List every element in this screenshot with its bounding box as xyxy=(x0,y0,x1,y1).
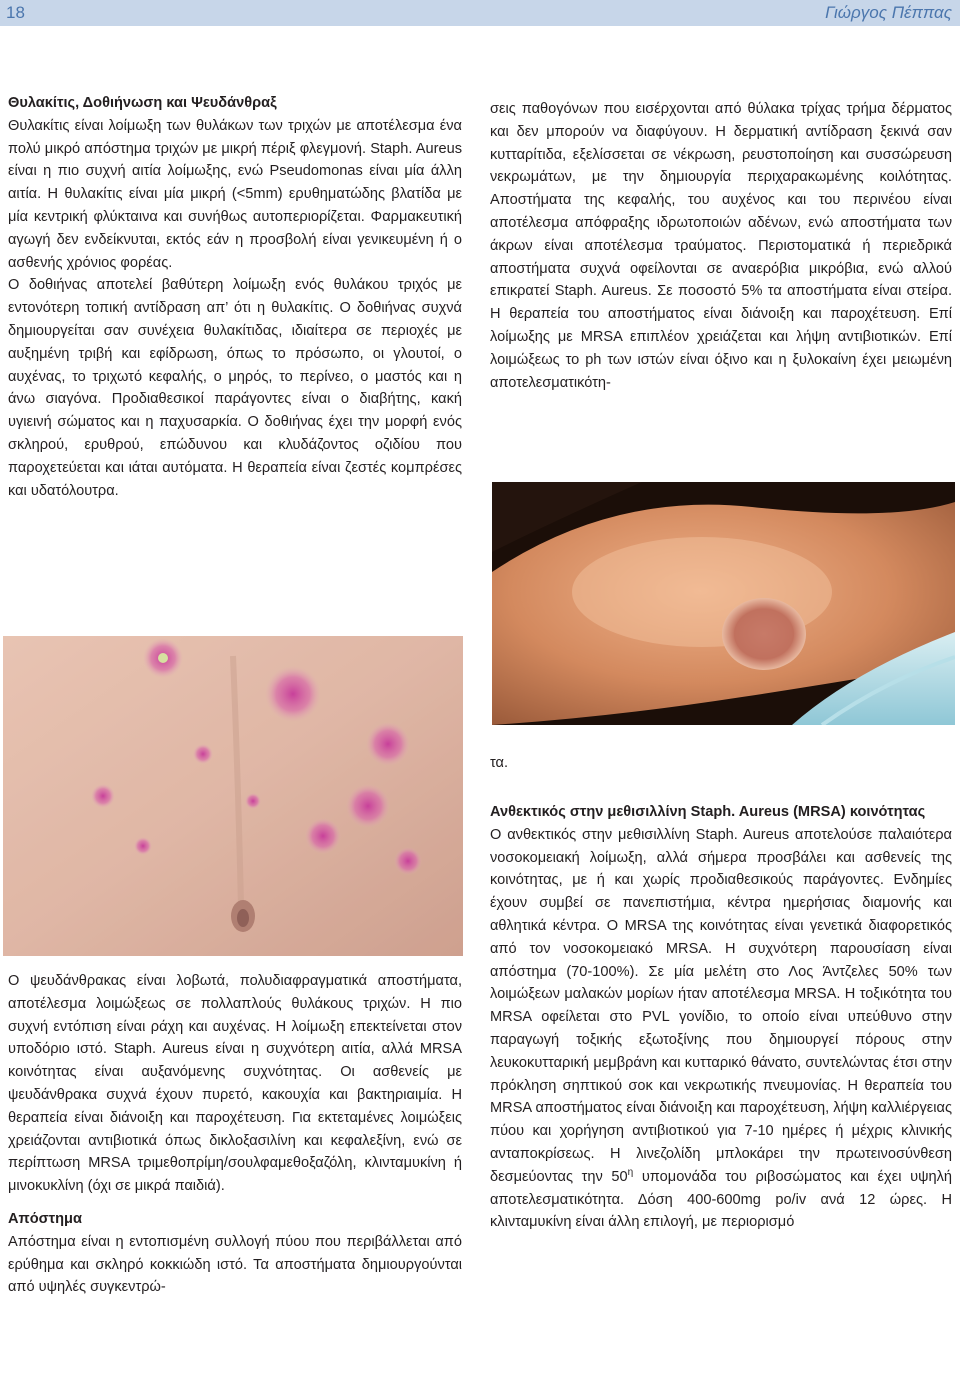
right-column-top xyxy=(490,98,952,394)
left-column-top xyxy=(8,92,462,502)
paragraph-folliculitis: Θυλακίτις είναι λοίμωξη των θυλάκων των τριχών με αποτέλεσμα ένα πολύ μικρό απόστημα τριχών με μικρή πέριξ φλεγμονή. Staph. Aureus είναι η πιο συχνή αιτία λοίμωξης, ενώ Pseudomonas είναι μία άλλη αιτία. Η θυλακίτις είναι μία μικρή (<5mm) ερυθηματώδης βλατίδα με μία κεντρική φλύκταινα και συνήθως αυτοπεριορίζεται. Φαρμακευτική αγωγή δεν ενδείκνυται, εκτός εάν η προσβολή είναι γενικευμένη ή ο ασθενής χρόνιος φορέας. xyxy=(8,117,462,271)
paragraph-mrsa-part2: υπομονάδα του ριβοσώματος και έχει υψηλή αποτελεσματικότητα. Δόση 400-600mg po/iv ανά 12 ώρες. Η κλινταμυκίνη είναι άλλη επιλογή, με περιορισμό xyxy=(490,1168,952,1231)
running-head-author: Γιώργος Πέππας xyxy=(825,3,952,22)
left-column-bottom xyxy=(8,970,462,1299)
furuncle-photo xyxy=(492,482,955,725)
paragraph-carbuncle: Ο ψευδάνθρακας είναι λοβωτά, πολυδιαφραγματικά αποστήματα, αποτέλεσμα λοιμώξεως σε πολλαπλούς θυλάκους τριχών. Η πιο συχνή εντόπιση είναι ράχη και αυχένας. Η λοίμωξη επεκτείνεται στον υποδόριο ιστό. Staph. Aureus είναι η συχνότερη αιτία, αλλά MRSA κοινότητας είναι αυξανόμενης συχνότητας. Οι ασθενείς με ψευδάνθρακα συχνά έχουν πυρετό, κακουχία και βακτηριαιμία. Η θεραπεία είναι διάνοιξη και παροχέτευση. Για εκτεταμένες λοιμώξεις χρειάζονται αντιβιοτικά όπως δικλοξασιλίνη και κεφαλεξίνη, ενώ σε περίπτωση MRSA τριμεθοπρίμη/σουλφαμεθοξαζόλη, κλινταμυκίνη ή μινοκυκλίνη (όχι σε μικρά παιδιά). xyxy=(8,973,462,1195)
running-header xyxy=(0,0,960,26)
text-continuation-fragment: τα. xyxy=(490,755,509,771)
right-column-bottom xyxy=(490,801,952,1234)
torso-folliculitis-photo xyxy=(3,636,463,956)
page-number: 18 xyxy=(6,3,25,22)
paragraph-mrsa xyxy=(490,824,952,1234)
superscript-eta: η xyxy=(627,1166,634,1178)
paragraph-abscess-continued: σεις παθογόνων που εισέρχονται από θύλακα τρίχας τρήμα δέρματος και δεν μπορούν να διαφύγουν. Η δερματική αντίδραση ξεκινά σαν κυτταρίτιδα, εξελίσσεται σε νέκρωση, ρευστοποίηση και συσσώρευση νεκρωμάτων, με την δημιουργία περιχαρακωμένης κοιλότητας. Αποστήματα της κεφαλής, του αυχένος και του περινέου είναι αποτέλεσμα απόφραξης ιδρωτοποιών αδένων, ενώ αποστήματα των άκρων είναι αποτέλεσμα τραύματος. Περιστοματικά ή περιεδρικά αποστήματα συχνά οφείλονται σε αναερόβια μικρόβια, ενώ αλλού επικρατεί Staph. Aureus. Σε ποσοστό 5% τα αποστήματα είναι στείρα. Η θεραπεία του αποστήματος είναι διάνοιξη και παροχέτευση. Επί λοίμωξης με MRSA επιπλέον χρειάζεται και λήψη αντιβιοτικών. Επί λοιμώξεως το ph των ιστών είναι όξινο και η ξυλοκαίνη έχει μειωμένη αποτελεσματικότη- xyxy=(490,101,952,391)
paragraph-furuncle: Ο δοθιήνας αποτελεί βαθύτερη λοίμωξη ενός θυλάκου τριχός με εντονότερη τοπική αντίδραση απ’ ότι η θυλακίτις. Ο δοθιήνας συχνά δημιουργείται σαν συνέχεια θυλακίτιδας, ιδιαίτερα σε περιοχές με αυξημένη τριβή και εφίδρωση, όπως το πρόσωπο, οι γλουτοί, ο αυχένας, το τριχωτό κεφαλής, ο μηρός, το περίνεο, ο μαστός και η άνω σιαγόνα. Προδιαθεσικοί παράγοντες είναι ο διαβήτης, κακή υγιεινή σώματος και η παχυσαρκία. Ο δοθιήνας έχει την μορφή ενός σκληρού, ερυθρού, επώδυνου και κλυδάζοντος οζιδίου που παροχετεύεται και ιάται αυτόματα. Η θεραπεία είναι ζεστές κομπρέσες και υδατόλουτρα. xyxy=(8,277,462,499)
section-heading-mrsa: Ανθεκτικός στην μεθισιλλίνη Staph. Aureus (MRSA) κοινότητας xyxy=(490,804,926,820)
torso-image xyxy=(3,636,463,956)
paragraph-mrsa-part1: Ο ανθεκτικός στην μεθισιλλίνη Staph. Aureus αποτελούσε παλαιότερα νοσοκομειακή λοίμωξη, αλλά σήμερα προσβάλει και ασθενείς της κοινότητας, με ή και χωρίς προδιαθεσικούς παράγοντες. Ενδημίες έχουν συμβεί σε πανεπιστήμια, κέντρα ημερήσιας διαμονής και αθλητικά κέντρα. Ο MRSA της κοινότητας είναι γενετικά διαφορετικός από τον νοσοκομειακό MRSA. Η συχνότερη παρουσίαση είναι απόστημα (70-100%). Σε μία μελέτη στο Λος Άντζελες 50% των λοιμώξεων μαλακών μορίων ήταν αποτέλεσμα MRSA. Η τοξικότητα του MRSA οφείλεται στο PVL γονίδιο, το οποίο είναι υπεύθυνο στην παραγωγή τοξικής εξωτοξίνης που δημιουργεί πόρους στην λευκοκυτταρική μεμβράνη και κυτταρικό θάνατο, συντελώντας έτσι στην πρόκληση σηπτικού σοκ και νεκρωτικής πνευμονίας. Η θεραπεία του MRSA αποστήματος είναι διάνοιξη και παροχέτευση, λήψη καλλιέργειας πύου και χορήγηση αντιβιοτικού για 7-10 ημέρες ή μέχρις κλινικής ανταποκρίσεως. Η λινεζολίδη μπλοκάρει την πρωτεινοσύνθεση δεσμεύοντας την 50 xyxy=(490,826,952,1185)
section-heading-folliculitis: Θυλακίτις, Δοθιήνωση και Ψευδάνθραξ xyxy=(8,95,277,111)
paragraph-abscess: Απόστημα είναι η εντοπισμένη συλλογή πύου που περιβάλλεται από ερύθημα και σκληρό κοκκιώδη ιστό. Τα αποστήματα δημιουργούνται από υψηλές συγκεντρώ- xyxy=(8,1233,462,1296)
section-heading-abscess: Απόστημα xyxy=(8,1210,82,1227)
furuncle-image xyxy=(492,482,955,725)
